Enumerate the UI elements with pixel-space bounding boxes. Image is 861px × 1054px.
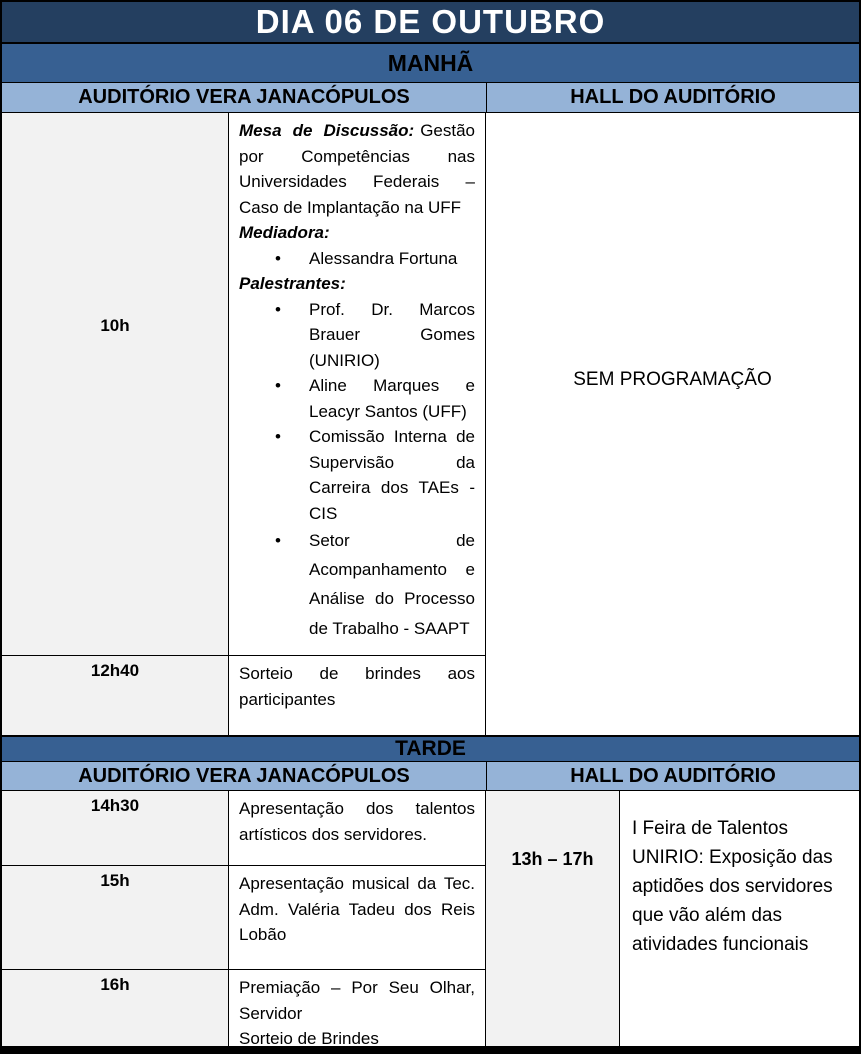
- morning-row2-time: 12h40: [2, 656, 228, 735]
- afternoon-row1-time: 14h30: [2, 791, 228, 865]
- afternoon-body: [2, 791, 859, 1052]
- morning-hall-cell: [486, 113, 859, 735]
- afternoon-row3-time: 16h: [2, 970, 228, 1046]
- bullet-icon: •: [275, 248, 281, 268]
- palestrante-bullet-4: [239, 526, 475, 643]
- sorteio-brindes-text: Sorteio de Brindes: [239, 1029, 379, 1046]
- mesa-discussao-label: Mesa de Discussão:: [239, 121, 415, 140]
- palestrantes-label: Palestrantes:: [239, 274, 346, 293]
- day-title-bar: [2, 2, 859, 44]
- afternoon-column-header-auditorio: AUDITÓRIO VERA JANACÓPULOS: [2, 762, 486, 790]
- bullet-icon: •: [275, 299, 281, 319]
- afternoon-column-header-hall: HALL DO AUDITÓRIO: [487, 762, 859, 790]
- morning-row1-time: 10h: [2, 113, 228, 655]
- afternoon-session-label: TARDE: [395, 737, 466, 760]
- sorteio-text: Sorteio de brindes aos participantes: [239, 664, 475, 709]
- mesa-discussao-text: Gestão por Competências nas Universidades Federais – Caso de Implantação na UFF: [239, 121, 475, 217]
- afternoon-row3-content: [229, 970, 485, 1046]
- mediadora-name: Alessandra Fortuna: [309, 248, 458, 268]
- morning-row1-content: [229, 113, 485, 655]
- musical-text: Apresentação musical da Tec. Adm. Valéria Tadeu dos Reis Lobão: [239, 874, 475, 944]
- palestrante-name: Setor de Acompanhamento e Análise do Processo de Trabalho - SAAPT: [309, 531, 475, 638]
- palestrante-name: Comissão Interna de Supervisão da Carreira dos TAEs - CIS: [309, 427, 475, 523]
- mediadora-label: Mediadora:: [239, 223, 330, 242]
- palestrante-name: Aline Marques e Leacyr Santos (UFF): [309, 376, 475, 421]
- day-title: DIA 06 DE OUTUBRO: [255, 3, 606, 40]
- morning-column-headers: [2, 83, 859, 113]
- morning-session-label: MANHÃ: [387, 49, 474, 76]
- morning-session-bar: [2, 44, 859, 83]
- morning-column-header-hall: HALL DO AUDITÓRIO: [487, 83, 859, 112]
- discussion-intro: [239, 118, 475, 220]
- afternoon-hall-content: [620, 791, 859, 1046]
- afternoon-row2-time: 15h: [2, 866, 228, 969]
- premiacao-text: Premiação – Por Seu Olhar, Servidor: [239, 978, 475, 1023]
- afternoon-row2-content: [229, 866, 485, 969]
- palestrante-bullet-2: [239, 373, 475, 424]
- palestrante-name: Prof. Dr. Marcos Brauer Gomes (UNIRIO): [309, 299, 475, 370]
- bullet-icon: •: [275, 531, 281, 550]
- afternoon-row1-content: [229, 791, 485, 865]
- morning-row2-content: [229, 656, 485, 735]
- talentos-text: Apresentação dos talentos artísticos dos servidores.: [239, 799, 475, 844]
- feira-talentos-text: I Feira de Talentos UNIRIO: Exposição das aptidões dos servidores que vão além das atividades funcionais: [632, 818, 833, 955]
- afternoon-column-headers: [2, 762, 859, 791]
- mediadora-bullet-1: [239, 246, 475, 272]
- morning-column-header-auditorio: AUDITÓRIO VERA JANACÓPULOS: [2, 83, 486, 112]
- palestrante-bullet-1: [239, 297, 475, 374]
- palestrante-bullet-3: [239, 424, 475, 526]
- afternoon-hall-time: 13h – 17h: [486, 791, 619, 1046]
- sem-programacao-text: SEM PROGRAMAÇÃO: [573, 369, 772, 390]
- bullet-icon: •: [275, 376, 281, 395]
- morning-body: [2, 113, 859, 735]
- bullet-icon: •: [275, 427, 281, 446]
- afternoon-session-bar: [2, 735, 859, 762]
